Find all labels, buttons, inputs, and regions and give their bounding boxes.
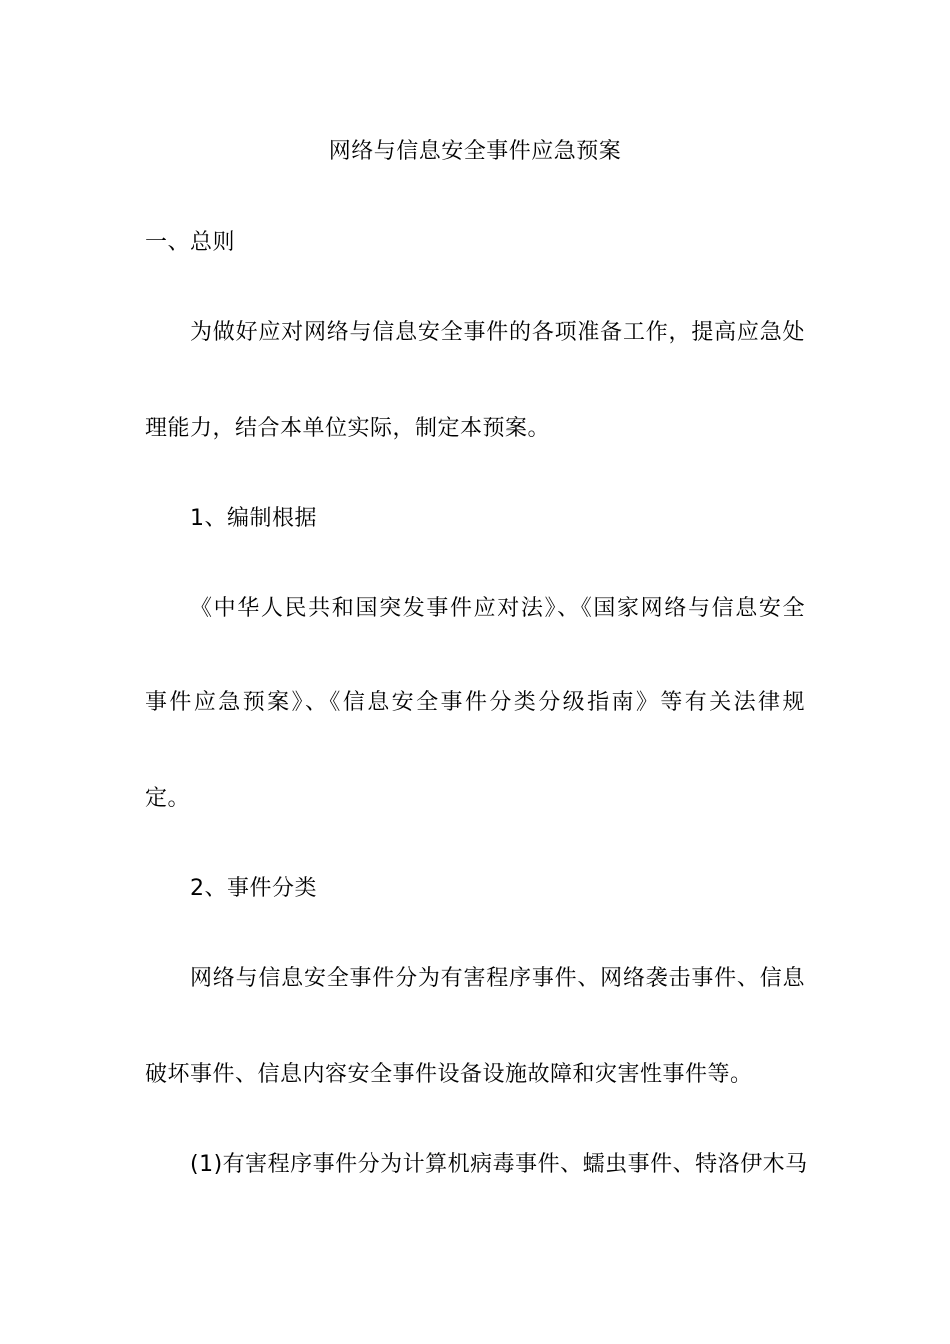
document-title: 网络与信息安全事件应急预案 (328, 139, 622, 164)
section-heading-general: 一、总则 (145, 230, 236, 255)
paragraph-basis-line-3: 定。 (145, 786, 191, 811)
paragraph-classification-line-2: 破坏事件、信息内容安全事件设备设施故障和灾害性事件等。 (145, 1062, 753, 1087)
subsection-heading-classification: 2、事件分类 (190, 876, 317, 901)
paragraph-purpose-line-1: 为做好应对网络与信息安全事件的各项准备工作，提高应急处 (190, 320, 805, 345)
paragraph-purpose-line-2: 理能力，结合本单位实际，制定本预案。 (145, 416, 551, 441)
paragraph-harmful-program-line-1: (1)有害程序事件分为计算机病毒事件、蠕虫事件、特洛伊木马 (190, 1152, 808, 1177)
paragraph-basis-line-1: 《中华人民共和国突发事件应对法》、《国家网络与信息安全 (190, 596, 805, 621)
paragraph-classification-line-1: 网络与信息安全事件分为有害程序事件、网络袭击事件、信息 (190, 966, 805, 991)
paragraph-basis-line-2: 事件应急预案》、《信息安全事件分类分级指南》等有关法律规 (145, 690, 805, 715)
subsection-heading-basis: 1、编制根据 (190, 506, 317, 531)
